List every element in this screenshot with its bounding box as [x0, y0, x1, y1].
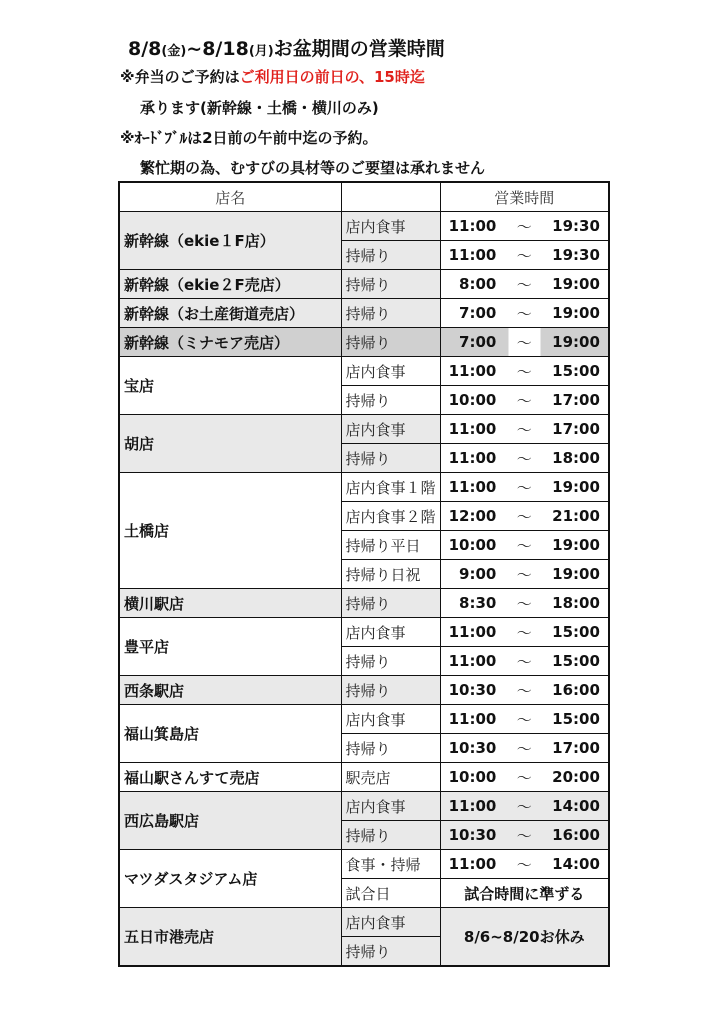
close-time: 19:00	[552, 333, 600, 351]
title-end-day: (月)	[248, 44, 274, 59]
service-type: 持帰り	[341, 734, 440, 763]
table-row	[119, 473, 609, 502]
close-time: 18:00	[552, 594, 600, 612]
note-busy-season: 繁忙期の為、むすびの具材等のご要望は承れません	[140, 159, 486, 177]
service-type: 駅売店	[341, 763, 440, 792]
close-time: 19:30	[552, 246, 600, 264]
store-name: 新幹線（ekie１F店）	[119, 212, 341, 270]
range-tilde: ～	[516, 768, 532, 787]
range-tilde: ～	[516, 826, 532, 845]
business-hours	[440, 473, 609, 502]
open-time: 11:00	[448, 710, 497, 728]
open-time: 11:00	[448, 362, 497, 380]
service-type: 持帰り	[341, 821, 440, 850]
close-time: 16:00	[552, 826, 600, 844]
page-title	[128, 34, 445, 61]
range-tilde: ～	[516, 536, 532, 555]
range-tilde: ～	[516, 710, 532, 729]
service-type: 持帰り	[341, 444, 440, 473]
range-tilde: ～	[516, 652, 532, 671]
store-name: 横川駅店	[119, 589, 341, 618]
range-tilde: ～	[516, 507, 532, 526]
service-type: 持帰り平日	[341, 531, 440, 560]
business-hours	[440, 531, 609, 560]
table-row	[119, 270, 609, 299]
close-time: 21:00	[552, 507, 600, 525]
table-row	[119, 415, 609, 444]
business-hours	[440, 415, 609, 444]
business-hours	[440, 560, 609, 589]
open-time: 11:00	[448, 217, 497, 235]
open-time: 7:00	[459, 304, 497, 322]
business-hours	[440, 386, 609, 415]
title-text: お盆期間の営業時間	[273, 38, 445, 60]
service-type: 持帰り	[341, 676, 440, 705]
service-type: 持帰り	[341, 386, 440, 415]
open-time: 10:30	[448, 739, 497, 757]
open-time: 11:00	[448, 797, 497, 815]
business-hours	[440, 357, 609, 386]
service-type: 試合日	[341, 879, 440, 908]
close-time: 16:00	[552, 681, 600, 699]
hours-note: 試合時間に準ずる	[440, 879, 609, 908]
close-time: 17:00	[552, 739, 600, 757]
store-name: 新幹線（お土産街道売店）	[119, 299, 341, 328]
store-name: 西条駅店	[119, 676, 341, 705]
open-time: 11:00	[448, 246, 497, 264]
open-time: 8:00	[459, 275, 497, 293]
service-type: 店内食事	[341, 705, 440, 734]
hours-note: 8/6~8/20お休み	[440, 908, 609, 967]
table-row	[119, 792, 609, 821]
table-row	[119, 299, 609, 328]
service-type: 店内食事	[341, 908, 440, 937]
close-time: 17:00	[552, 420, 600, 438]
business-hours	[440, 821, 609, 850]
range-tilde: ～	[516, 449, 532, 468]
range-tilde: ～	[516, 565, 532, 584]
close-time: 19:00	[552, 536, 600, 554]
title-start-date: 8/8	[128, 38, 162, 60]
business-hours	[440, 705, 609, 734]
range-tilde: ～	[516, 623, 532, 642]
business-hours	[440, 676, 609, 705]
open-time: 11:00	[448, 623, 497, 641]
open-time: 10:30	[448, 681, 497, 699]
store-name: 新幹線（ekie２F売店）	[119, 270, 341, 299]
service-type: 持帰り	[341, 589, 440, 618]
business-hours	[440, 589, 609, 618]
business-hours	[440, 734, 609, 763]
range-tilde: ～	[516, 797, 532, 816]
table-row	[119, 705, 609, 734]
open-time: 12:00	[448, 507, 497, 525]
business-hours	[440, 444, 609, 473]
range-tilde: ～	[516, 478, 532, 497]
table-row	[119, 328, 609, 357]
close-time: 14:00	[552, 855, 600, 873]
open-time: 10:30	[448, 826, 497, 844]
store-name: 西広島駅店	[119, 792, 341, 850]
table-row	[119, 763, 609, 792]
store-name: 土橋店	[119, 473, 341, 589]
close-time: 19:00	[552, 275, 600, 293]
table-header-row	[119, 182, 609, 212]
title-start-day: (金)	[161, 44, 187, 59]
service-type: 店内食事２階	[341, 502, 440, 531]
business-hours	[440, 647, 609, 676]
service-type: 持帰り	[341, 937, 440, 967]
title-end-date: ~8/18	[186, 38, 249, 60]
close-time: 19:00	[552, 478, 600, 496]
service-type: 持帰り日祝	[341, 560, 440, 589]
business-hours	[440, 502, 609, 531]
range-tilde: ～	[516, 333, 532, 352]
business-hours	[440, 618, 609, 647]
range-tilde: ～	[516, 855, 532, 874]
business-hours	[440, 328, 609, 357]
store-name: 福山駅さんすて売店	[119, 763, 341, 792]
table-row	[119, 850, 609, 879]
table-row	[119, 676, 609, 705]
business-hours	[440, 763, 609, 792]
note-bento-stores: 承ります(新幹線・土橋・横川のみ)	[140, 99, 379, 117]
service-type: 食事・持帰	[341, 850, 440, 879]
table-row	[119, 212, 609, 241]
service-type: 持帰り	[341, 270, 440, 299]
range-tilde: ～	[516, 420, 532, 439]
business-hours	[440, 299, 609, 328]
open-time: 9:00	[459, 565, 497, 583]
close-time: 15:00	[552, 652, 600, 670]
range-tilde: ～	[516, 739, 532, 758]
range-tilde: ～	[516, 275, 532, 294]
range-tilde: ～	[516, 304, 532, 323]
business-hours	[440, 850, 609, 879]
close-time: 15:00	[552, 710, 600, 728]
service-type: 持帰り	[341, 328, 440, 357]
service-type: 店内食事	[341, 618, 440, 647]
range-tilde: ～	[516, 681, 532, 700]
close-time: 15:00	[552, 362, 600, 380]
close-time: 19:00	[552, 304, 600, 322]
store-name: 宝店	[119, 357, 341, 415]
close-time: 19:00	[552, 565, 600, 583]
service-type: 店内食事１階	[341, 473, 440, 502]
note-hors-doeuvre: ※ｵｰﾄﾞﾌﾞﾙは2日前の午前中迄の予約。	[120, 129, 378, 147]
store-name: マツダスタジアム店	[119, 850, 341, 908]
service-type: 持帰り	[341, 299, 440, 328]
service-type: 持帰り	[341, 647, 440, 676]
close-time: 14:00	[552, 797, 600, 815]
close-time: 17:00	[552, 391, 600, 409]
note1-deadline: ご利用日の前日の、15時迄	[239, 68, 425, 86]
table-row	[119, 618, 609, 647]
store-name: 新幹線（ミナモア売店）	[119, 328, 341, 357]
range-tilde: ～	[516, 217, 532, 236]
open-time: 11:00	[448, 652, 497, 670]
store-name: 胡店	[119, 415, 341, 473]
range-tilde: ～	[516, 594, 532, 613]
store-name: 豊平店	[119, 618, 341, 676]
service-type: 店内食事	[341, 212, 440, 241]
note-bento-reservation	[120, 66, 425, 87]
range-tilde: ～	[516, 391, 532, 410]
store-name: 福山箕島店	[119, 705, 341, 763]
close-time: 19:30	[552, 217, 600, 235]
col-header-store: 店名	[119, 182, 341, 212]
close-time: 18:00	[552, 449, 600, 467]
service-type: 店内食事	[341, 415, 440, 444]
hours-table	[118, 181, 610, 967]
open-time: 10:00	[448, 768, 497, 786]
service-type: 店内食事	[341, 357, 440, 386]
note1-lead: ※弁当のご予約は	[120, 68, 240, 86]
business-hours	[440, 241, 609, 270]
table-row	[119, 908, 609, 937]
table-row	[119, 357, 609, 386]
open-time: 11:00	[448, 478, 497, 496]
col-header-hours: 営業時間	[440, 182, 609, 212]
close-time: 20:00	[552, 768, 600, 786]
open-time: 8:30	[459, 594, 497, 612]
range-tilde: ～	[516, 246, 532, 265]
open-time: 10:00	[448, 391, 497, 409]
table-row	[119, 589, 609, 618]
service-type: 持帰り	[341, 241, 440, 270]
range-tilde: ～	[516, 362, 532, 381]
business-hours	[440, 212, 609, 241]
business-hours	[440, 792, 609, 821]
open-time: 11:00	[448, 855, 497, 873]
business-hours	[440, 270, 609, 299]
store-name: 五日市港売店	[119, 908, 341, 967]
open-time: 7:00	[459, 333, 497, 351]
open-time: 11:00	[448, 449, 497, 467]
open-time: 11:00	[448, 420, 497, 438]
service-type: 店内食事	[341, 792, 440, 821]
col-header-type	[341, 182, 440, 212]
close-time: 15:00	[552, 623, 600, 641]
open-time: 10:00	[448, 536, 497, 554]
